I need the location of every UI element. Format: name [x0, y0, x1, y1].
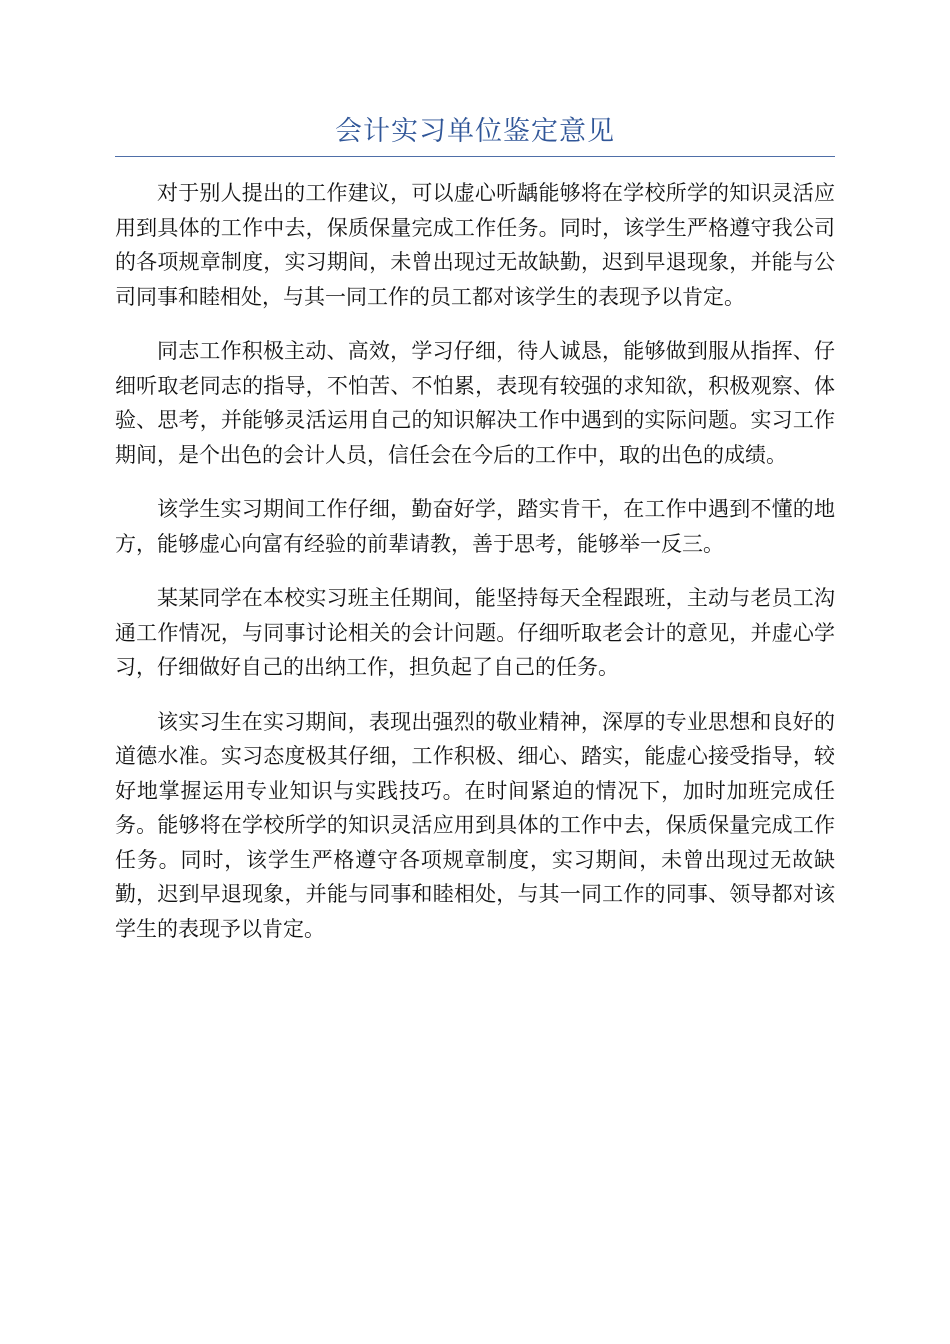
paragraph-1: 对于别人提出的工作建议，可以虚心听龋能够将在学校所学的知识灵活应用到具体的工作中去，保质保量完成工作任务。同时，该学生严格遵守我公司的各项规章制度，实习期间，未曾出现过无故缺勤，迟到早退现象，并能与公司同事和睦相处，与其一同工作的员工都对该学生的表现予以肯定。	[115, 181, 835, 309]
paragraph-3: 该学生实习期间工作仔细，勤奋好学，踏实肯干，在工作中遇到不懂的地方，能够虚心向富有经验的前辈请教，善于思考，能够举一反三。	[115, 497, 835, 556]
document-body	[115, 176, 835, 966]
page-title: 会计实习单位鉴定意见	[335, 116, 615, 147]
paragraph-4: 某某同学在本校实习班主任期间，能坚持每天全程跟班，主动与老员工沟通工作情况，与同事讨论相关的会计问题。仔细听取老会计的意见，并虚心学习，仔细做好自己的出纳工作，担负起了自己的任务。	[115, 586, 835, 679]
paragraph-5: 该实习生在实习期间，表现出强烈的敬业精神，深厚的专业思想和良好的道德水准。实习态度极其仔细，工作积极、细心、踏实，能虚心接受指导，较好地掌握运用专业知识与实践技巧。在时间紧迫的情况下，加时加班完成任务。能够将在学校所学的知识灵活应用到具体的工作中去，保质保量完成工作任务。同时，该学生严格遵守各项规章制度，实习期间，未曾出现过无故缺勤，迟到早退现象，并能与同事和睦相处，与其一同工作的同事、领导都对该学生的表现予以肯定。	[115, 709, 835, 941]
title-block	[115, 110, 835, 157]
paragraph-2: 同志工作积极主动、高效，学习仔细，待人诚恳，能够做到服从指挥、仔细听取老同志的指导，不怕苦、不怕累，表现有较强的求知欲，积极观察、体验、思考，并能够灵活运用自己的知识解决工作中遇到的实际问题。实习工作期间，是个出色的会计人员，信任会在今后的工作中，取的出色的成绩。	[115, 339, 835, 467]
